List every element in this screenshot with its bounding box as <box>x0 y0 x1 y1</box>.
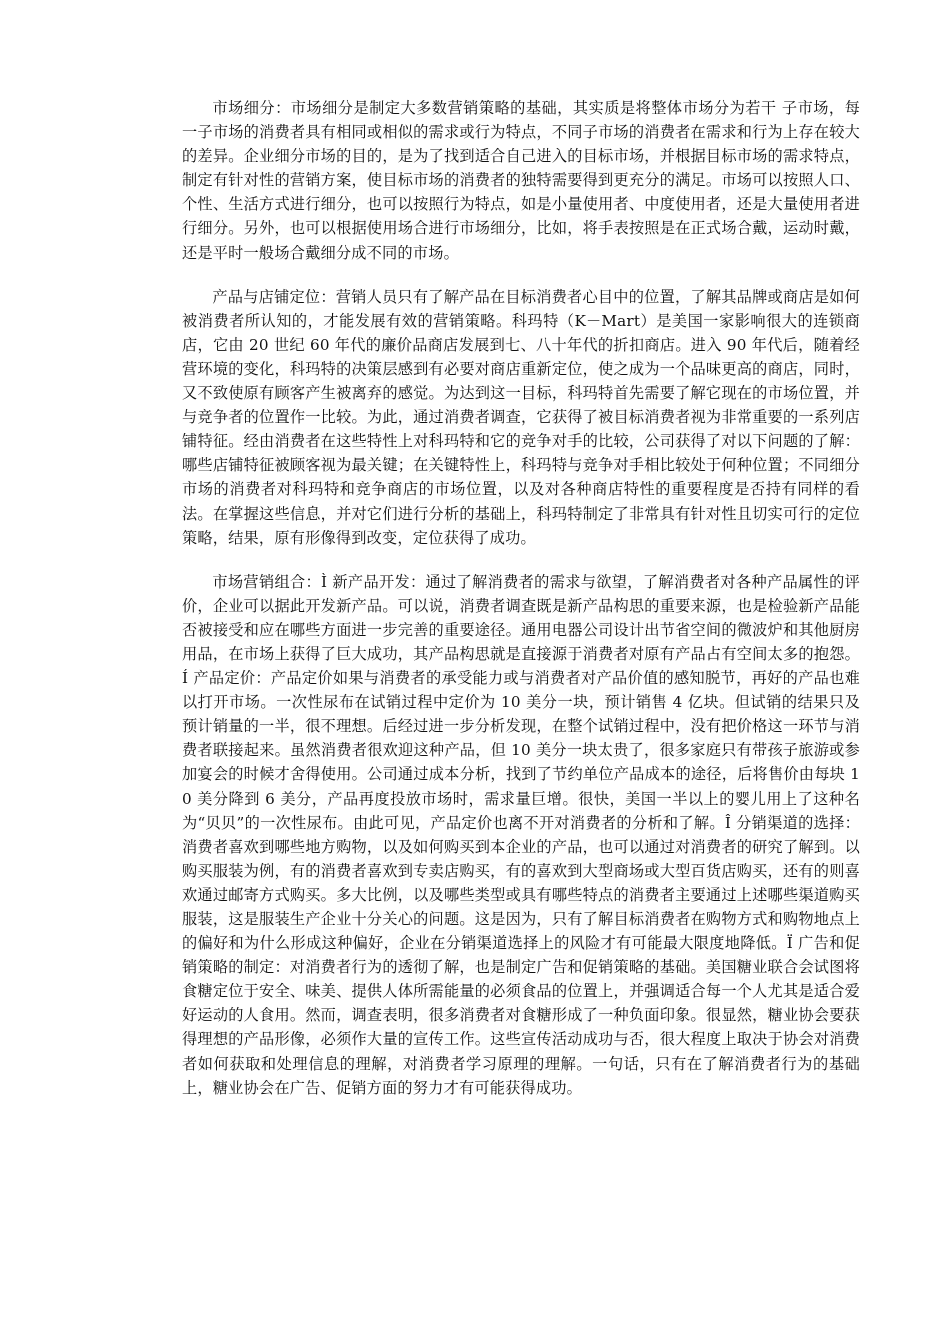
document-page <box>182 96 860 1100</box>
paragraph-product-store-positioning: 产品与店铺定位：营销人员只有了解产品在目标消费者心目中的位置，了解其品牌或商店是如何被消费者所认知的，才能发展有效的营销策略。科玛特（K－Mart）是美国一家影响很大的连锁商店，它由 20 世纪 60 年代的廉价品商店发展到七、八十年代的折扣商店。进入 90 年代后，随着经营环境的变化，科玛特的决策层感到有必要对商店重新定位，使之成为一个品味更高的商店，同时，又不致使原有顾客产生被离弃的感觉。为达到这一目标，科玛特首先需要了解它现在的市场位置，并与竞争者的位置作一比较。为此，通过消费者调查，它获得了被目标消费者视为非常重要的一系列店铺特征。经由消费者在这些特性上对科玛特和它的竞争对手的比较，公司获得了对以下问题的了解：哪些店铺特征被顾客视为最关键；在关键特性上，科玛特与竞争对手相比较处于何种位置；不同细分市场的消费者对科玛特和竞争商店的市场位置，以及对各种商店特性的重要程度是否持有同样的看法。在掌握这些信息，并对它们进行分析的基础上，科玛特制定了非常具有针对性且切实可行的定位策略，结果，原有形像得到改变，定位获得了成功。 <box>182 287 860 547</box>
paragraph-market-segmentation: 市场细分：市场细分是制定大多数营销策略的基础，其实质是将整体市场分为若干 子市场，每一子市场的消费者具有相同或相似的需求或行为特点，不同子市场的消费者在需求和行为上存在较大的差异。企业细分市场的目的，是为了找到适合自己进入的目标市场，并根据目标市场的需求特点，制定有针对性的营销方案，使目标市场的消费者的独特需要得到更充分的满足。市场可以按照人口、个性、生活方式进行细分，也可以按照行为特点，如是小量使用者、中度使用者，还是大量使用者进行细分。另外，也可以根据使用场合进行市场细分，比如，将手表按照是在正式场合戴，运动时戴，还是平时一般场合戴细分成不同的市场。 <box>182 99 860 262</box>
paragraph-marketing-mix: 市场营销组合：Ì 新产品开发：通过了解消费者的需求与欲望，了解消费者对各种产品属性的评价，企业可以据此开发新产品。可以说，消费者调查既是新产品构思的重要来源，也是检验新产品能否被接受和应在哪些方面进一步完善的重要途径。通用电器公司设计出节省空间的微波炉和其他厨房用品，在市场上获得了巨大成功，其产品构思就是直接源于消费者对原有产品占有空间太多的抱怨。Í 产品定价：产品定价如果与消费者的承受能力或与消费者对产品价值的感知脱节，再好的产品也难以打开市场。一次性尿布在试销过程中定价为 10 美分一块，预计销售 4 亿块。但试销的结果只及预计销量的一半，很不理想。后经过进一步分析发现，在整个试销过程中，没有把价格这一环节与消费者联接起来。虽然消费者很欢迎这种产品，但 10 美分一块太贵了，很多家庭只有带孩子旅游或参加宴会的时候才舍得使用。公司通过成本分析，找到了节约单位产品成本的途径，后将售价由每块 10 美分降到 6 美分，产品再度投放市场时，需求量巨增。很快，美国一半以上的婴儿用上了这种名为“贝贝”的一次性尿布。由此可见，产品定价也离不开对消费者的分析和了解。Î 分销渠道的选择：消费者喜欢到哪些地方购物，以及如何购买到本企业的产品，也可以通过对消费者的研究了解到。以购买服装为例，有的消费者喜欢到专卖店购买，有的喜欢到大型商场或大型百货店购买，还有的则喜欢通过邮寄方式购买。多大比例，以及哪些类型或具有哪些特点的消费者主要通过上述哪些渠道购买服装，这是服装生产企业十分关心的问题。这是因为，只有了解目标消费者在购物方式和购物地点上的偏好和为什么形成这种偏好，企业在分销渠道选择上的风险才有可能最大限度地降低。Ï 广告和促销策略的制定：对消费者行为的透彻了解，也是制定广告和促销策略的基础。美国糖业联合会试图将食糖定位于安全、味美、提供人体所需能量的必须食品的位置上，并强调适合每一个人尤其是适合爱好运动的人食用。然而，调查表明，很多消费者对食糖形成了一种负面印象。很显然，糖业协会要获得理想的产品形像，必须作大量的宣传工作。这些宣传活动成功与否，很大程度上取决于协会对消费者如何获取和处理信息的理解，对消费者学习原理的理解。一句话，只有在了解消费者行为的基础上，糖业协会在广告、促销方面的努力才有可能获得成功。 <box>182 572 860 1097</box>
